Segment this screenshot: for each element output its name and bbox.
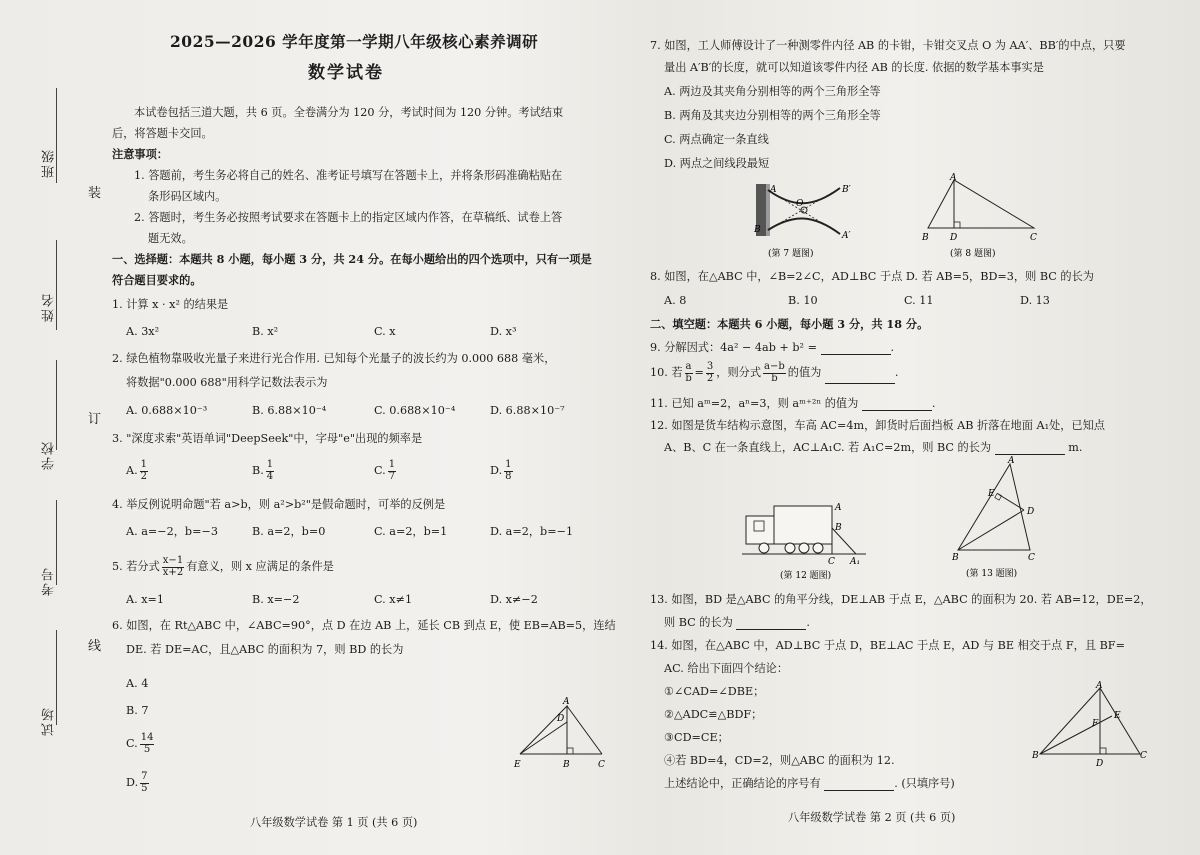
point-label: E	[1114, 711, 1121, 721]
option: B. $\frac{1}{4}$	[252, 459, 274, 482]
question-stem: 4. 举反例说明命题"若 a>b，则 a²>b²"是假命题时，可举的反例是	[112, 498, 446, 511]
answer-blank[interactable]	[821, 344, 891, 355]
question-stem: 则 BC 的长为 .	[664, 616, 810, 629]
point-label: A	[1008, 456, 1015, 466]
option: C. 两点确定一条直线	[664, 133, 769, 146]
question-stem: 13. 如图，BD 是△ABC 的角平分线，DE⊥AB 于点 E，△ABC 的面积为 20. 若 AB=12，DE=2，	[650, 593, 1152, 606]
point-label: E	[988, 489, 995, 499]
label-exam-no: 考号	[42, 566, 57, 596]
point-label: A	[563, 697, 570, 707]
point-label: A	[770, 185, 777, 195]
page-2	[650, 0, 1180, 855]
point-label: C	[598, 760, 605, 770]
point-label: A	[835, 503, 842, 513]
option: B. 10	[788, 294, 818, 307]
option: D. 6.88×10⁻⁷	[490, 404, 565, 417]
point-label: O	[796, 199, 804, 209]
point-label: F	[1092, 719, 1099, 729]
notes-heading: 注意事项：	[112, 147, 168, 161]
question-stem: 12. 如图是货车结构示意图，车高 AC=4m，卸货时后面挡板 AB 折落在地面 A₁处，已知点	[650, 419, 1105, 432]
point-label: A′	[842, 231, 851, 241]
label-class: 班级	[42, 148, 57, 178]
note-item: 1. 答题前，考生务必将自己的姓名、准考证号填写在答题卡上，并将条形码准确粘贴在	[134, 169, 563, 182]
exam-subtitle: 数学试卷	[308, 63, 384, 83]
question-stem: 3. "深度求索"英语单词"DeepSeek"中，字母"e"出现的频率是	[112, 432, 423, 445]
option: A. x=1	[126, 593, 164, 606]
figure-q8	[920, 172, 1050, 262]
option: A. 0.688×10⁻³	[126, 404, 208, 417]
option: C. 11	[904, 294, 934, 307]
question-stem: AC. 给出下面四个结论：	[664, 662, 789, 675]
option: B. 7	[126, 704, 149, 717]
conclusion-item: ④若 BD=4，CD=2，则△ABC 的面积为 12.	[664, 754, 895, 767]
page-1	[112, 0, 616, 855]
point-label: B	[952, 553, 959, 563]
question-stem: 11. 已知 aᵐ=2，aⁿ=3，则 aᵐ⁺²ⁿ 的值为 .	[650, 397, 936, 410]
option: A. $\frac{1}{2}$	[126, 459, 148, 482]
note-item: 条形码区域内。	[148, 190, 227, 203]
figure-caption: (第 13 题图)	[966, 569, 1018, 579]
point-label: D	[557, 714, 565, 724]
point-label: B	[835, 523, 842, 533]
question-stem: 5. 若分式 $\frac{x-1}{x+2}$ 有意义，则 x 应满足的条件是	[112, 555, 334, 578]
option: A. 8	[664, 294, 687, 307]
point-label: B	[754, 225, 761, 235]
page-footer: 八年级数学试卷 第 2 页 (共 6 页)	[788, 811, 956, 824]
option: D. a=2，b=−1	[490, 525, 574, 538]
point-label: D	[1096, 759, 1104, 769]
intro-line: 后，将答题卡交回。	[112, 127, 213, 140]
figure-q13	[950, 454, 1060, 584]
question-stem: 1. 计算 x · x² 的结果是	[112, 298, 229, 311]
figure-q14	[1030, 680, 1150, 776]
figure-caption: (第 8 题图)	[950, 249, 996, 259]
intro-line: 本试卷包括三道大题，共 6 页。全卷满分为 120 分，考试时间为 120 分钟。考试结束	[134, 106, 564, 119]
figure-q6	[510, 694, 610, 774]
point-label: B	[922, 233, 929, 243]
figure-q7	[748, 178, 858, 260]
option: C. x≠1	[374, 593, 413, 606]
answer-blank[interactable]	[824, 780, 894, 791]
question-stem: 9. 分解因式：4a² − 4ab + b² = .	[650, 341, 895, 354]
point-label: B	[1032, 751, 1039, 761]
binding-mark: 装	[88, 186, 102, 201]
question-stem: 2. 绿色植物靠吸收光量子来进行光合作用. 已知每个光量子的波长约为 0.000 688 毫米，	[112, 352, 556, 365]
question-stem: 将数据"0.000 688"用科学记数法表示为	[126, 376, 328, 389]
question-stem: 6. 如图，在 Rt△ABC 中，∠ABC=90°，点 D 在边 AB 上，延长 CB 到点 E，使 EB=AB=5，连结	[112, 619, 616, 632]
option: B. x²	[252, 325, 279, 338]
conclusion-item: ①∠CAD=∠DBE；	[664, 685, 765, 698]
point-label: C	[1028, 553, 1035, 563]
option: A. 3x²	[126, 325, 160, 338]
section-heading: 一、选择题：本题共 8 小题，每小题 3 分，共 24 分。在每小题给出的四个选项中，只有一项是	[112, 252, 592, 266]
point-label: B′	[842, 185, 851, 195]
question-stem: 量出 A′B′的长度，就可以知道该零件内径 AB 的长度. 依据的数学基本事实是	[664, 61, 1044, 74]
point-label: C	[1140, 751, 1147, 761]
option: A. 4	[126, 677, 149, 690]
point-label: D	[1027, 507, 1035, 517]
option: B. a=2，b=0	[252, 525, 326, 538]
option: C. a=2，b=1	[374, 525, 448, 538]
option: D. x³	[490, 325, 517, 338]
label-name: 姓名	[42, 292, 57, 322]
point-label: A	[950, 173, 957, 183]
section-heading: 二、填空题：本题共 6 小题，每小题 3 分，共 18 分。	[650, 317, 929, 331]
exam-title: 2025—2026 学年度第一学期八年级核心素养调研	[170, 32, 539, 51]
conclusion-item: ②△ADC≌△BDF；	[664, 708, 763, 721]
answer-blank[interactable]	[736, 619, 806, 630]
option: C. x	[374, 325, 396, 338]
page-footer: 八年级数学试卷 第 1 页 (共 6 页)	[250, 816, 418, 829]
option: A. 两边及其夹角分别相等的两个三角形全等	[664, 85, 881, 98]
option: D. $\frac{7}{5}$	[126, 771, 148, 794]
label-school: 学校	[42, 440, 57, 470]
gutter-line	[56, 360, 57, 450]
option: A. a=−2，b=−3	[126, 525, 218, 538]
conclusion-item: ③CD=CE；	[664, 731, 729, 744]
option: B. 6.88×10⁻⁴	[252, 404, 327, 417]
point-label: A	[1096, 681, 1103, 691]
question-stem: DE. 若 DE=AC，且△ABC 的面积为 7，则 BD 的长为	[126, 643, 404, 656]
option: C. $\frac{1}{7}$	[374, 459, 396, 482]
option: D. x≠−2	[490, 593, 538, 606]
option: D. 两点之间线段最短	[664, 157, 770, 170]
note-item: 题无效。	[148, 232, 193, 245]
point-label: D	[950, 233, 958, 243]
section-heading: 符合题目要求的。	[112, 273, 202, 287]
question-stem: 14. 如图，在△ABC 中，AD⊥BC 于点 D，BE⊥AC 于点 E，AD 与 BE 相交于点 F，且 BF=	[650, 639, 1125, 652]
question-stem: 7. 如图，工人师傅设计了一种测零件内径 AB 的卡钳，卡钳交叉点 O 为 AA′、BB′的中点，只要	[650, 39, 1126, 52]
figure-q12	[742, 488, 872, 584]
point-label: A₁	[850, 557, 861, 567]
option: B. 两角及其夹边分别相等的两个三角形全等	[664, 109, 881, 122]
point-label: C	[828, 557, 835, 567]
answer-blank[interactable]	[825, 373, 895, 384]
binding-mark: 订	[88, 412, 102, 427]
binding-gutter	[0, 0, 108, 855]
point-label: C	[1030, 233, 1037, 243]
question-stem: 10. 若 $\frac{a}{b}$ = $\frac{3}{2}$ ，则分式 $\frac{a-b}{b}$ 的值为 .	[650, 361, 899, 384]
note-item: 2. 答题时，考生务必按照考试要求在答题卡上的指定区域内作答，在草稿纸、试卷上答	[134, 211, 563, 224]
point-label: E	[514, 760, 521, 770]
figure-caption: (第 7 题图)	[768, 249, 814, 259]
option: C. 0.688×10⁻⁴	[374, 404, 456, 417]
option: D. $\frac{1}{8}$	[490, 459, 512, 482]
figure-caption: (第 12 题图)	[780, 571, 832, 581]
label-room: 试场	[42, 706, 57, 736]
option: C. $\frac{14}{5}$	[126, 732, 154, 755]
binding-mark: 线	[88, 639, 102, 654]
question-stem: 8. 如图，在△ABC 中，∠B=2∠C，AD⊥BC 于点 D. 若 AB=5，BD=3，则 BC 的长为	[650, 270, 1094, 283]
answer-blank[interactable]	[862, 400, 932, 411]
question-stem: A、B、C 在一条直线上，AC⊥A₁C. 若 A₁C=2m，则 BC 的长为 m.	[664, 441, 1083, 454]
point-label: B	[563, 760, 570, 770]
question-stem: 上述结论中，正确结论的序号有 . (只填序号)	[664, 777, 955, 790]
option: D. 13	[1020, 294, 1050, 307]
option: B. x=−2	[252, 593, 300, 606]
